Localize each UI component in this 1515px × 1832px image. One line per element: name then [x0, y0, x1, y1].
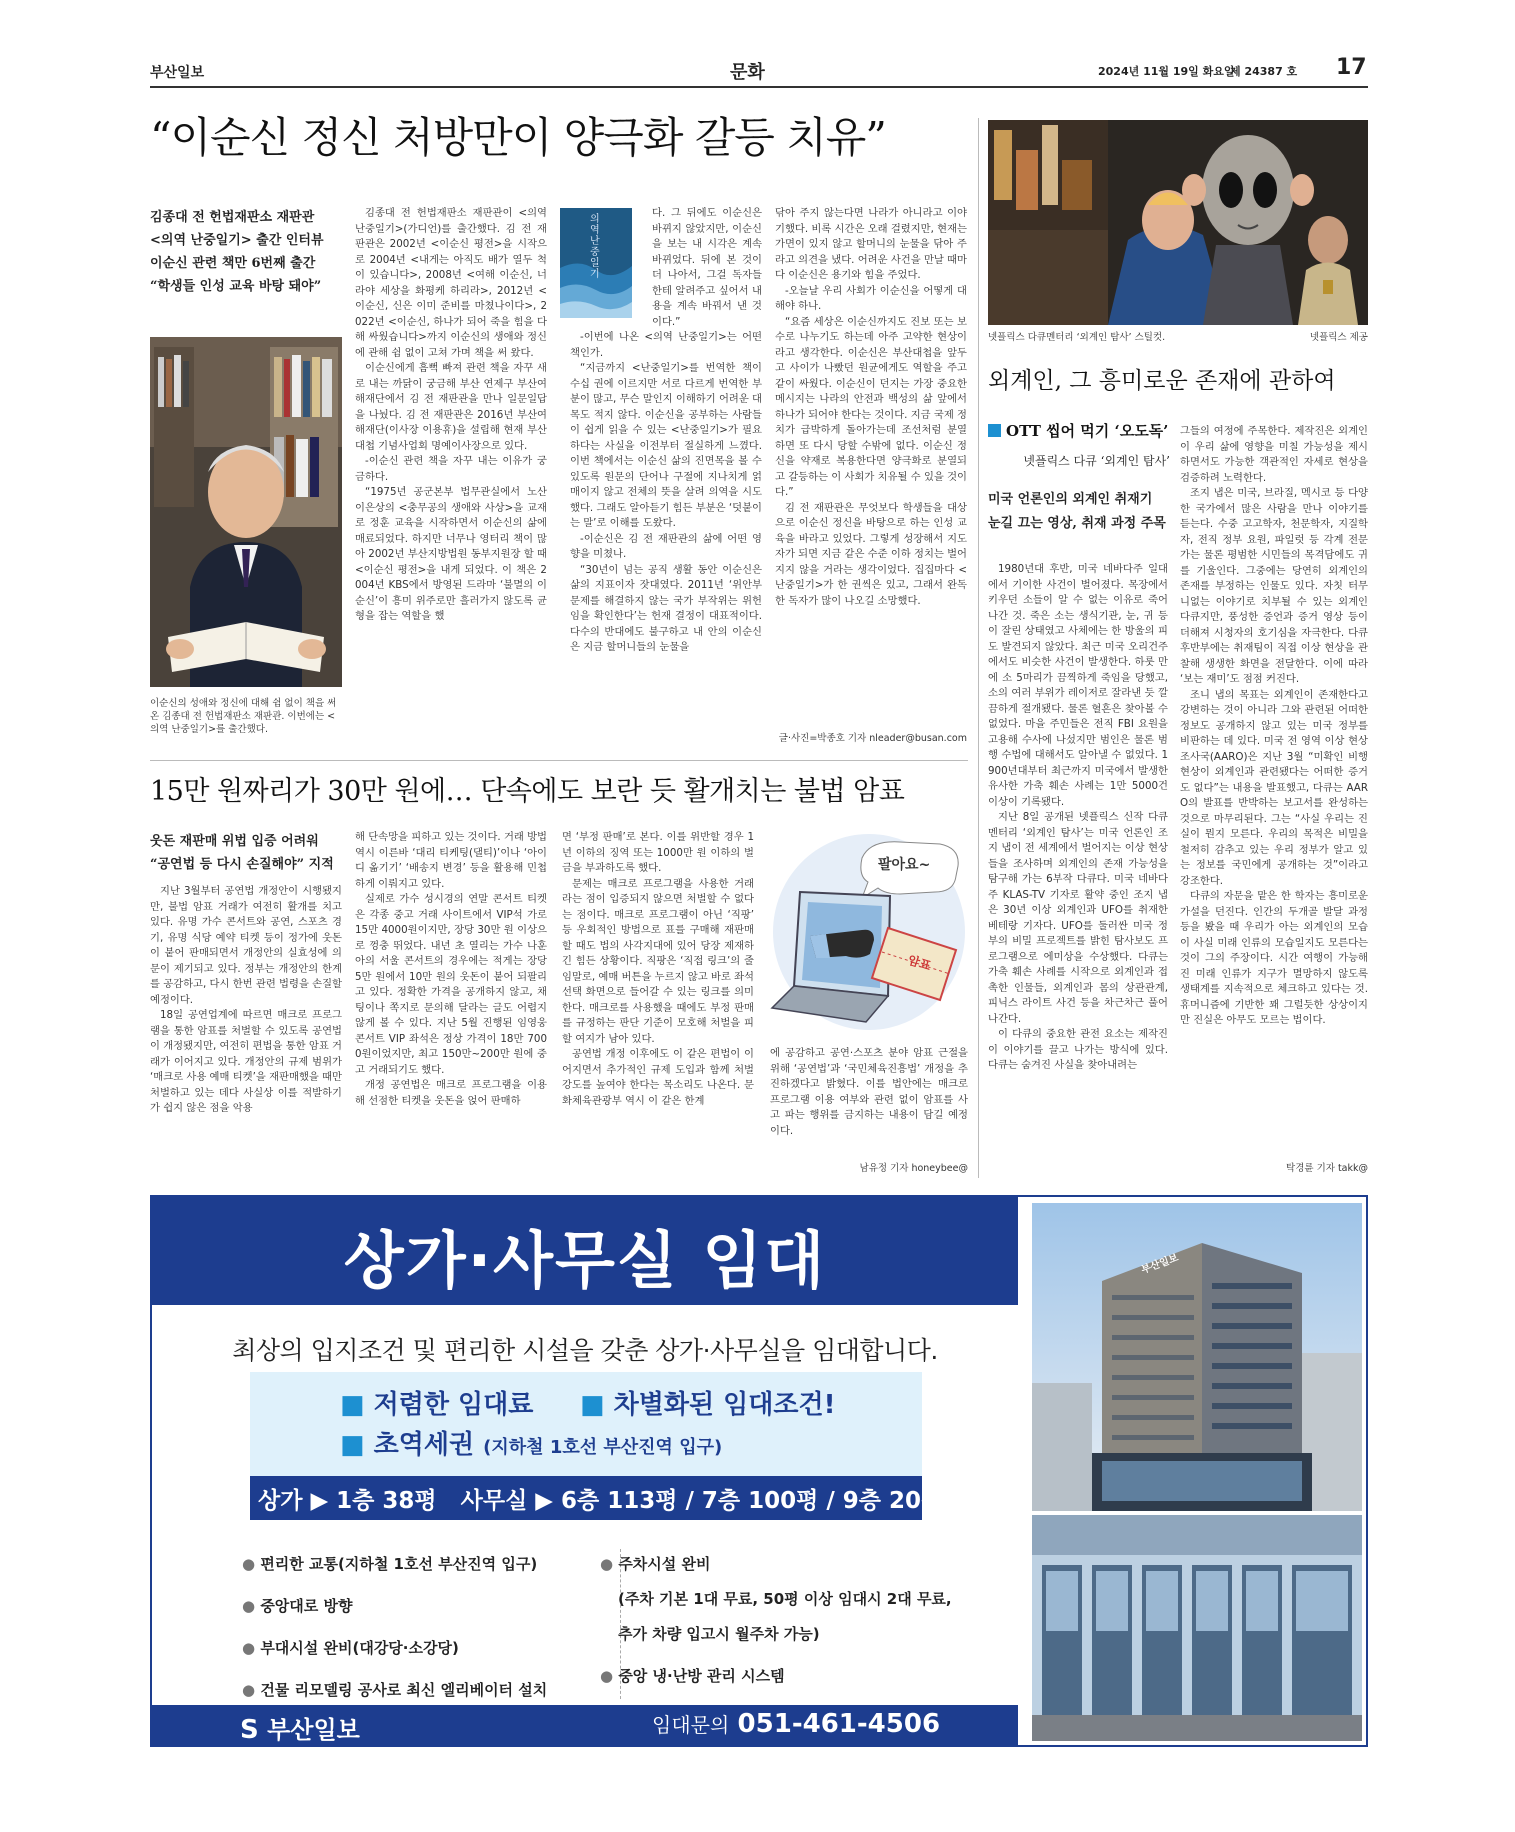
alien-photo-caption: 넷플릭스 다큐멘터리 ‘외계인 탐사’ 스틸컷. — [988, 332, 1166, 343]
article2-kicker-sub: 넷플릭스 다큐 ‘외계인 탐사’ — [1023, 454, 1170, 468]
article3-column-1 — [150, 884, 342, 1174]
dot-bullet-icon: ● — [242, 1681, 261, 1699]
list-item: ● 주차시설 완비 — [600, 1555, 711, 1573]
paragraph: 조니 냅의 목표는 외계인이 존재한다고 강변하는 것이 아니라 그와 관련된 어떠한 정보도 공개하지 않고 있는 미국 정부를 비판하는 데 있다. 미국 전 영역 이상 현상 조사국(AARO)은 지난 3월 “미확인 비행현상이 외계인과 관련됐다는 어떠한 증거도 없다”는 내용을 발표했고, 다큐는 AARO의 발표를 반박하는 보고서를 완성하는 것으로 마무리된다. 그는 “사실 우리는 진실이 뭔지 모른다. 우리의 목적은 비밀을 철저히 감추고 있는 우리 정부가 알고 있는 정보를 국민에게 공개하는 것”이라고 강조한다. — [1180, 688, 1368, 887]
point-text: 초역세권 — [373, 1430, 475, 1460]
portrait-photo — [150, 337, 342, 687]
ad-title: 상가·사무실 임대 — [343, 1224, 827, 1297]
article2-kicker — [988, 420, 1168, 442]
paragraph: 문제는 매크로 프로그램을 사용한 거래라는 점이 입증되지 않으면 처벌할 수 없다는 점이다. 매크로 프로그램이 아닌 ‘직팡’ 등 우회적인 방법으로 표를 구매해 재판매할 때도 법의 사각지대에 있어 당장 제재하긴 힘든 상황이다. 직팡은 ‘직접 링크’의 줄임말로, 예매 버튼을 누르지 않고 바로 좌석 선택 화면으로 들어갈 수 있는 링크를 의미한다. 매크로를 사용했을 때에도 부정 판매를 규정하는 판단 기준이 모호해 처벌을 피할 여지가 남아 있다. — [562, 877, 754, 1045]
article3-subheads — [150, 830, 342, 876]
vertical-divider — [978, 118, 979, 1178]
point-text: 저렴한 임대료 — [373, 1390, 534, 1420]
article1-subhead: “학생들 인성 교육 바탕 돼야” — [150, 279, 322, 294]
paragraph: 다큐의 자문을 맡은 한 학자는 흥미로운 가설을 던진다. 인간의 두개골 발달 과정 등을 봤을 때 우리가 아는 외계인의 모습이 사실 미래 인류의 모습일지도 모른다는 것이 그의 주장이다. 시간 여행이 가능해진 미래 인류가 지구가 멸망하지 않도록 생태계를 지속적으로 체크하고 있다는 것. 휴머니즘에 기반한 꽤 그럴듯한 상상이지만 진실은 아무도 모르는 법이다. — [1180, 890, 1368, 1026]
building-photo-top — [1032, 1203, 1362, 1511]
paragraph: 이 다큐의 중요한 관전 요소는 제작진이 이야기를 끌고 나가는 방식에 있다. 다큐는 숨겨진 사실을 찾아내려는 — [988, 1028, 1168, 1071]
spec-office: 6층 113평 / 7층 100평 / 9층 20평 — [561, 1488, 944, 1514]
article3-column-2 — [355, 830, 547, 1174]
article3-byline: 남유정 기자 honeybee@ — [859, 1163, 968, 1174]
paragraph: 지난 8일 공개된 넷플릭스 신작 다큐멘터리 ‘외계인 탐사’는 미국 언론인 조지 냅이 전 세계에서 벌어지는 이상 현상들을 조사하며 외계인의 존재 가능성을 탐구해 가는 6부작 다큐다. 미국 네바다주 KLAS-TV 기자로 활약 중인 조지 냅은 30년 이상 외계인과 UFO를 취재한 베테랑 기자다. UFO를 둘러싼 미국 정부의 비밀 프로젝트를 밝힌 탐사보도 프로그램으로 에미상을 수상했다. 다큐는 가축 훼손 사례를 시작으로 외계인과 접촉한 인물들, 외계인과 몸의 상관관계, 피닉스 라이트 사건 등을 차근차근 풀어나간다. — [988, 811, 1168, 1025]
paragraph: -이번에 나온 <의역 난중일기>는 어떤 책인가. — [570, 331, 762, 359]
alien-scene-illustration — [988, 120, 1368, 325]
issue-date: 2024년 11월 19일 화요일 — [1098, 65, 1235, 78]
dot-bullet-icon: ● — [242, 1639, 261, 1657]
article3-subhead: 웃돈 재판매 위법 입증 어려워 — [150, 834, 319, 849]
square-bullet-icon: ■ — [340, 1390, 374, 1420]
ad-point-2 — [580, 1384, 835, 1421]
list-item: ● 건물 리모델링 공사로 최신 엘리베이터 설치 — [242, 1681, 548, 1699]
ad-point-3 — [340, 1424, 722, 1461]
article1-column-2 — [570, 206, 762, 746]
ad-title-band — [152, 1197, 1018, 1305]
arrow-icon: ▶ — [302, 1488, 337, 1514]
list-item: ● 중앙 냉·난방 관리 시스템 — [600, 1667, 785, 1685]
issue-number: 제 24387 호 — [1230, 65, 1298, 78]
paragraph: 닦아 주지 않는다면 나라가 아니라고 이야기했다. 비록 시간은 오래 걸렸지만, 현재는 가면이 있지 않고 할머니의 눈물을 닦아 주라고 의견을 냈다. 어려운 사건을 만날 때마다 이순신은 용기와 힘을 주었다. — [775, 207, 967, 281]
article2-column-2 — [1180, 424, 1368, 1158]
article2-column-1 — [988, 562, 1168, 1173]
ad-spec-line — [258, 1482, 943, 1515]
page-number: 17 — [1336, 55, 1367, 80]
article2-subhead: 미국 언론인의 외계인 취재기 — [988, 492, 1153, 507]
ad-point-1 — [340, 1384, 533, 1421]
dot-bullet-icon: ● — [600, 1667, 619, 1685]
article1-bottom-rule — [150, 760, 968, 761]
paragraph: 면 ‘부정 판매’로 본다. 이를 위반할 경우 1년 이하의 징역 또는 1000만 원 이하의 벌금을 부과하도록 했다. — [562, 831, 754, 874]
arrow-icon: ▶ — [527, 1488, 561, 1514]
paragraph: “1975년 공군본부 법무관실에서 노산 이은상의 <충무공의 생애와 사상>을 교재로 정훈 교육을 시작하면서 이순신의 삶에 매료되었다. 하지만 너무나 영터리 책이 많아 2002년 부산지방법원 동부지원장 할 때 <이순신 평전>을 내게 되었다. 이 책은 2004년 KBS에서 방영된 드라마 ‘불멸의 이순신’이 흥미 위주로만 흘러가지 않도록 균형을 잡는 역할을 했 — [355, 486, 547, 622]
ad-right-list — [600, 1543, 980, 1697]
paragraph: “지금까지 <난중일기>를 번역한 책이 수십 권에 이르지만 서로 다르게 번역한 부분이 많고, 무슨 말인지 이해하기 어려운 대목도 적지 않다. 이순신을 공부하는 사람들이 쉽게 읽을 수 있는 <난중일기>가 필요하다는 사실을 이전부터 절실하게 느꼈다. 이번 책에서는 이순신 삶의 진면목을 볼 수 있도록 원문의 단어나 구절에 지나치게 얽매이지 않고 전체의 뜻을 살려 의역을 시도했다. 그래도 알아듣기 힘든 부분은 ‘덧붙이는 말’로 이해를 도왔다. — [570, 362, 762, 529]
contact-label: 임대문의 — [652, 1713, 730, 1737]
portrait-illustration — [150, 337, 342, 687]
paragraph: 그들의 여정에 주목한다. 제작진은 외계인이 우리 삶에 영향을 미칠 가능성을 제시하면서도 가능한 객관적인 자세로 현상을 검증하려 노력한다. — [1180, 425, 1368, 484]
article1-byline: 글·사진=박종호 기자 nleader@busan.com — [778, 733, 967, 744]
article3-column-3 — [562, 830, 754, 1174]
list-item: ● 중앙대로 방향 — [242, 1597, 353, 1615]
list-item-detail: 추가 차량 입고시 월주차 가능) — [618, 1625, 820, 1643]
list-item-detail: (주차 기본 1대 무료, 50평 이상 임대시 2대 무료, — [618, 1590, 952, 1608]
kicker-square-icon — [988, 424, 1001, 437]
alien-still-photo — [988, 120, 1368, 325]
paragraph: 김 전 재판관은 무엇보다 학생들을 대상으로 이순신 정신을 바탕으로 하는 인성 교육을 바라고 있었다. 그렇게 성장해서 지도자가 되면 지금 같은 수준 이하 정치는 벌어지지 않을 거라는 생각이었다. 집집마다 <난중일기>가 한 권씩은 있고, 그래서 완독한 독자가 많이 나오길 소망했다. — [775, 501, 967, 607]
ad-footer-contact — [652, 1709, 940, 1739]
alien-photo-credit: 넷플릭스 제공 — [1309, 332, 1368, 343]
article3-headline: 15만 원짜리가 30만 원에… 단속에도 보란 듯 활개치는 불법 암표 — [150, 776, 905, 807]
paragraph: “30년이 넘는 공직 생활 동안 이순신은 삶의 지표이자 잣대였다. 2011년 ‘위안부 문제를 해결하지 않는 국가 부작위는 위헌임을 확인한다’는 헌재 결정이 대표적이다. 다수의 반대에도 불구하고 내 안의 이순신은 지금 할머니들의 눈물을 — [570, 563, 762, 653]
logo-text: 부산일보 — [267, 1716, 360, 1744]
laptop-ticket-art — [770, 832, 968, 1032]
point-text: 차별화된 임대조건! — [613, 1390, 836, 1420]
paragraph: -이순신 관련 책을 자꾸 내는 이유가 궁금하다. — [355, 455, 547, 483]
paragraph: 공연법 개정 이후에도 이 같은 편법이 이어지면서 추가적인 규제 도입과 함께 처벌 강도를 높여야 한다는 목소리도 나온다. 문화체육관광부 역시 이 같은 한계 — [562, 1048, 754, 1107]
dot-bullet-icon: ● — [242, 1555, 261, 1573]
rental-ad — [150, 1195, 1368, 1747]
paragraph: 실제로 가수 성시경의 연말 콘서트 티켓은 각종 중고 거래 사이트에서 VIP석 가로 15만 4000원이지만, 장당 30만 원 이상으로 껑충 뛰었다. 내년 초 열리는 가수 나훈아의 서울 콘서트의 경우에는 적게는 장당 5만 원에서 10만 원의 웃돈이 붙어 되팔리고 있다. 정확한 가격을 공개하지 않고, 채팅이나 쪽지로 문의해 달라는 글도 어렵지 않게 볼 수 있다. 지난 5월 진행된 임영웅 콘서트 VIP 좌석은 정상 가격이 18만 7000원이었지만, 최고 150만~200만 원에 중고 거래되기도 했다. — [355, 893, 547, 1076]
paragraph: 에 공감하고 공연·스포츠 분야 암표 근절을 위해 ‘공연법’과 ‘국민체육진흥법’ 개정을 추진하겠다고 밝혔다. 이를 법안에는 매크로 프로그램 이용 여부와 관련 없이 암표를 사고 파는 행위를 금지하는 내용이 담길 예정이다. — [770, 1047, 968, 1137]
article1-column-1 — [355, 206, 547, 746]
article3-column-4 — [770, 1046, 968, 1156]
paragraph: 개정 공연법은 매크로 프로그램을 이용해 선점한 티켓을 웃돈을 얹어 판매하 — [355, 1079, 547, 1107]
ad-points-box — [250, 1372, 944, 1520]
illustration-ticket-text: 암표 — [906, 952, 933, 974]
article1-subheads — [150, 206, 340, 298]
article1-column-3 — [775, 206, 967, 726]
ad-tagline: 최상의 입지조건 및 편리한 시설을 갖춘 상가·사무실을 임대합니다. — [232, 1336, 938, 1365]
paragraph: 이순신에게 흠뻑 빠져 관련 책을 자꾸 새로 내는 까닭이 궁금해 부산 연제구 부산여해재단에서 김 전 재판관을 만나 일문일답을 나눴다. 김 전 재판관은 2016년 부산여해재단(이사장 이용휴)을 설립해 현재 부산대첩 기념사업회 명예이사장으로 있다. — [355, 362, 547, 452]
paper-name: 부산일보 — [150, 65, 205, 81]
portrait-caption: 이순신의 성애와 정신에 대해 쉼 없이 책을 써 온 김종대 전 헌법재판소 재판관. 이번에는 <의역 난중일기>를 출간했다. — [150, 698, 337, 735]
list-item: ● 부대시설 완비(대강당·소강당) — [242, 1639, 459, 1657]
section-name: 문화 — [730, 62, 765, 83]
article2-subhead: 눈길 끄는 영상, 취재 과정 주목 — [988, 516, 1166, 531]
masthead — [150, 55, 1368, 88]
square-bullet-icon: ■ — [340, 1430, 374, 1460]
article1-headline: “이순신 정신 처방만이 양극화 갈등 치유” — [150, 113, 886, 162]
ad-left-list — [242, 1543, 622, 1711]
paragraph: -이순신은 김 전 재판관의 삶에 어떤 영향을 미쳤나. — [570, 532, 762, 560]
paragraph: 조지 냅은 미국, 브라질, 멕시코 등 다양한 국가에서 많은 사람을 만나 이야기를 듣는다. 수중 고고학자, 천문학자, 지질학자, 전직 정부 요원, 파일럿 등 각계 전문가는 물론 평범한 시민들의 목격담에도 귀를 기울인다. 그중에는 당연히 외계인의 존재를 부정하는 인물도 있다. 자칫 터무니없는 이야기로 치부될 수 있는 외계인 다큐지만, 풍성한 증언과 증거 영상 등이 더해져 시청자의 호기심을 자극한다. 다큐 후반부에는 취재팀이 직접 이상 현상을 관찰해 생생한 화면을 전달한다. 이에 따라 ‘보는 재미’도 점점 커진다. — [1180, 487, 1368, 685]
logo-s-icon: S — [240, 1715, 259, 1745]
masthead-rule — [150, 86, 1368, 88]
paragraph: 18일 공연업계에 따르면 매크로 프로그램을 통한 암표를 처벌할 수 있도록 공연법이 개정됐지만, 여전히 편법을 통한 암표 거래가 이어지고 있다. 개정안의 규제 범위가 ‘매크로 사용 예매 티켓’을 재판매했을 때만 처벌하고 있는 데다 사실상 이를 적발하기가 쉽지 않은 점을 악용 — [150, 1009, 342, 1114]
article2-headline: 외계인, 그 흥미로운 존재에 관하여 — [988, 368, 1336, 394]
building-rendering — [1032, 1203, 1362, 1511]
article2-byline: 탁경륜 기자 takk@ — [1286, 1163, 1368, 1174]
spec-store: 1층 38평 — [336, 1488, 437, 1514]
article3-subhead: “공연법 등 다시 손질해야” 지적 — [150, 857, 334, 872]
illustration-bubble-text: 팔아요~ — [878, 857, 931, 873]
ad-footer-band — [152, 1705, 1018, 1747]
article1-subhead: 이순신 관련 책만 6번째 출간 — [150, 256, 316, 271]
article2-subheads — [988, 488, 1168, 536]
paragraph: -오늘날 우리 사회가 이순신을 어떻게 대해야 하나. — [775, 284, 967, 312]
square-bullet-icon: ■ — [580, 1390, 614, 1420]
paragraph: 지난 3월부터 공연법 개정안이 시행됐지만, 불법 암표 거래가 여전히 활개를 치고 있다. 유명 가수 콘서트와 공연, 스포츠 경기, 유명 식당 예약 티켓 등이 정가에 웃돈이 붙어 판매되면서 개정안의 실효성에 의문이 제기되고 있다. 정부는 개정안의 한계를 공감하고, 다시 한번 관련 법령을 손질할 예정이다. — [150, 885, 342, 1006]
ticket-illustration — [770, 832, 968, 1032]
contact-phone: 051-461-4506 — [737, 1709, 941, 1739]
paragraph: 김종대 전 헌법재판소 재판관이 <의역 난중일기>(가디언)를 출간했다. 김 전 재판관은 2002년 <이순신 평전>을 시작으로 2004년 <내게는 아직도 배가 열두 척이 있습니다>, 2008년 <여해 이순신, 너라야 세상을 화평케 하리라>, 2012년 <이순신, 신은 이미 준비를 마쳤나이다>, 2022년 <이순신, 하나가 되어 죽을 힘을 다해 싸웠습니다>까지 이순신의 생애와 정신에 관해 쉼 없이 고쳐 가며 책을 써 왔다. — [355, 207, 547, 359]
paragraph: “요즘 세상은 이순신까지도 진보 또는 보수로 나누기도 하는데 아주 고약한 현상이라고 생각한다. 이순신은 부산대첩을 앞두고 사이가 나빴던 원균에게도 역할을 주고 같이 싸웠다. 이순신이 던지는 가장 중요한 메시지는 나라의 안전과 백성의 삶 앞에서 하나가 되어야 한다는 것이다. 지금 국제 정치가 급박하게 돌아가는데 조선처럼 분열하면 또 다시 당할 수밖에 없다. 이순신 정신을 약재로 복용한다면 양극화로 분열되고 갈등하는 이 사회가 치유될 수 있을 것이다.” — [775, 315, 967, 498]
article1-subhead: <의역 난중일기> 출간 인터뷰 — [150, 233, 324, 248]
ad-footer-logo — [240, 1710, 360, 1745]
dot-bullet-icon: ● — [600, 1555, 619, 1573]
dot-bullet-icon: ● — [242, 1597, 261, 1615]
paragraph: 해 단속망을 피하고 있는 것이다. 거래 방법 역시 이른바 ‘대리 티케팅(댈티)’이나 ‘아이디 옮기기’ ‘배송지 변경’ 등을 활용해 민첩하게 이뤄지고 있다. — [355, 831, 547, 890]
paragraph: 1980년대 후반, 미국 네바다주 일대에서 기이한 사건이 벌어졌다. 목장에서 키우던 소들이 알 수 없는 이유로 죽어 나간 것. 죽은 소는 생식기관, 눈, 귀 등이 잘린 상태였고 사체에는 한 방울의 피도 발견되지 않았다. 최근 미국 오리건주에서도 비슷한 사건이 발생한다. 하룻 만에 소 5마리가 끔찍하게 죽임을 당했고, 소의 여러 부위가 레이저로 잘라낸 듯 깔끔하게 절개됐다. 물론 혈흔은 찾아볼 수 없었다. 마을 주민들은 전직 FBI 요원을 고용해 수사에 나섰지만 범인은 물론 범행 수법에 대해서도 알아낼 수 없었다. 1900년대부터 최근까지 미국에서 발생한 유사한 가축 훼손 사례는 1만 5000건 이상이 기록됐다. — [988, 563, 1168, 808]
article1-subhead: 김종대 전 헌법재판소 재판관 — [150, 210, 315, 225]
spec-store-label: 상가 — [258, 1488, 303, 1514]
building-photo-bottom — [1032, 1515, 1362, 1741]
paragraph: 다. 그 뒤에도 이순신은 바뀌지 않았지만, 이순신을 보는 내 시각은 계속 바뀌었다. 뒤에 본 것이 더 나아서, 그걸 독자들한테 알려주고 싶어서 내용을 계속 바꿔서 낸 것이다.” — [652, 207, 762, 328]
building-sign: 부산일보 — [1139, 1252, 1181, 1277]
building-entrance-rendering — [1032, 1515, 1362, 1741]
kicker-label: OTT 씹어 먹기 ‘오도독’ — [1006, 422, 1169, 440]
point-note: (지하철 1호선 부산진역 입구) — [483, 1437, 723, 1458]
list-item: ● 편리한 교통(지하철 1호선 부산진역 입구) — [242, 1555, 538, 1573]
ad-spec-band — [250, 1476, 944, 1520]
spec-office-label: 사무실 — [460, 1488, 528, 1514]
book-title: 의역 난중일기 — [590, 214, 600, 280]
